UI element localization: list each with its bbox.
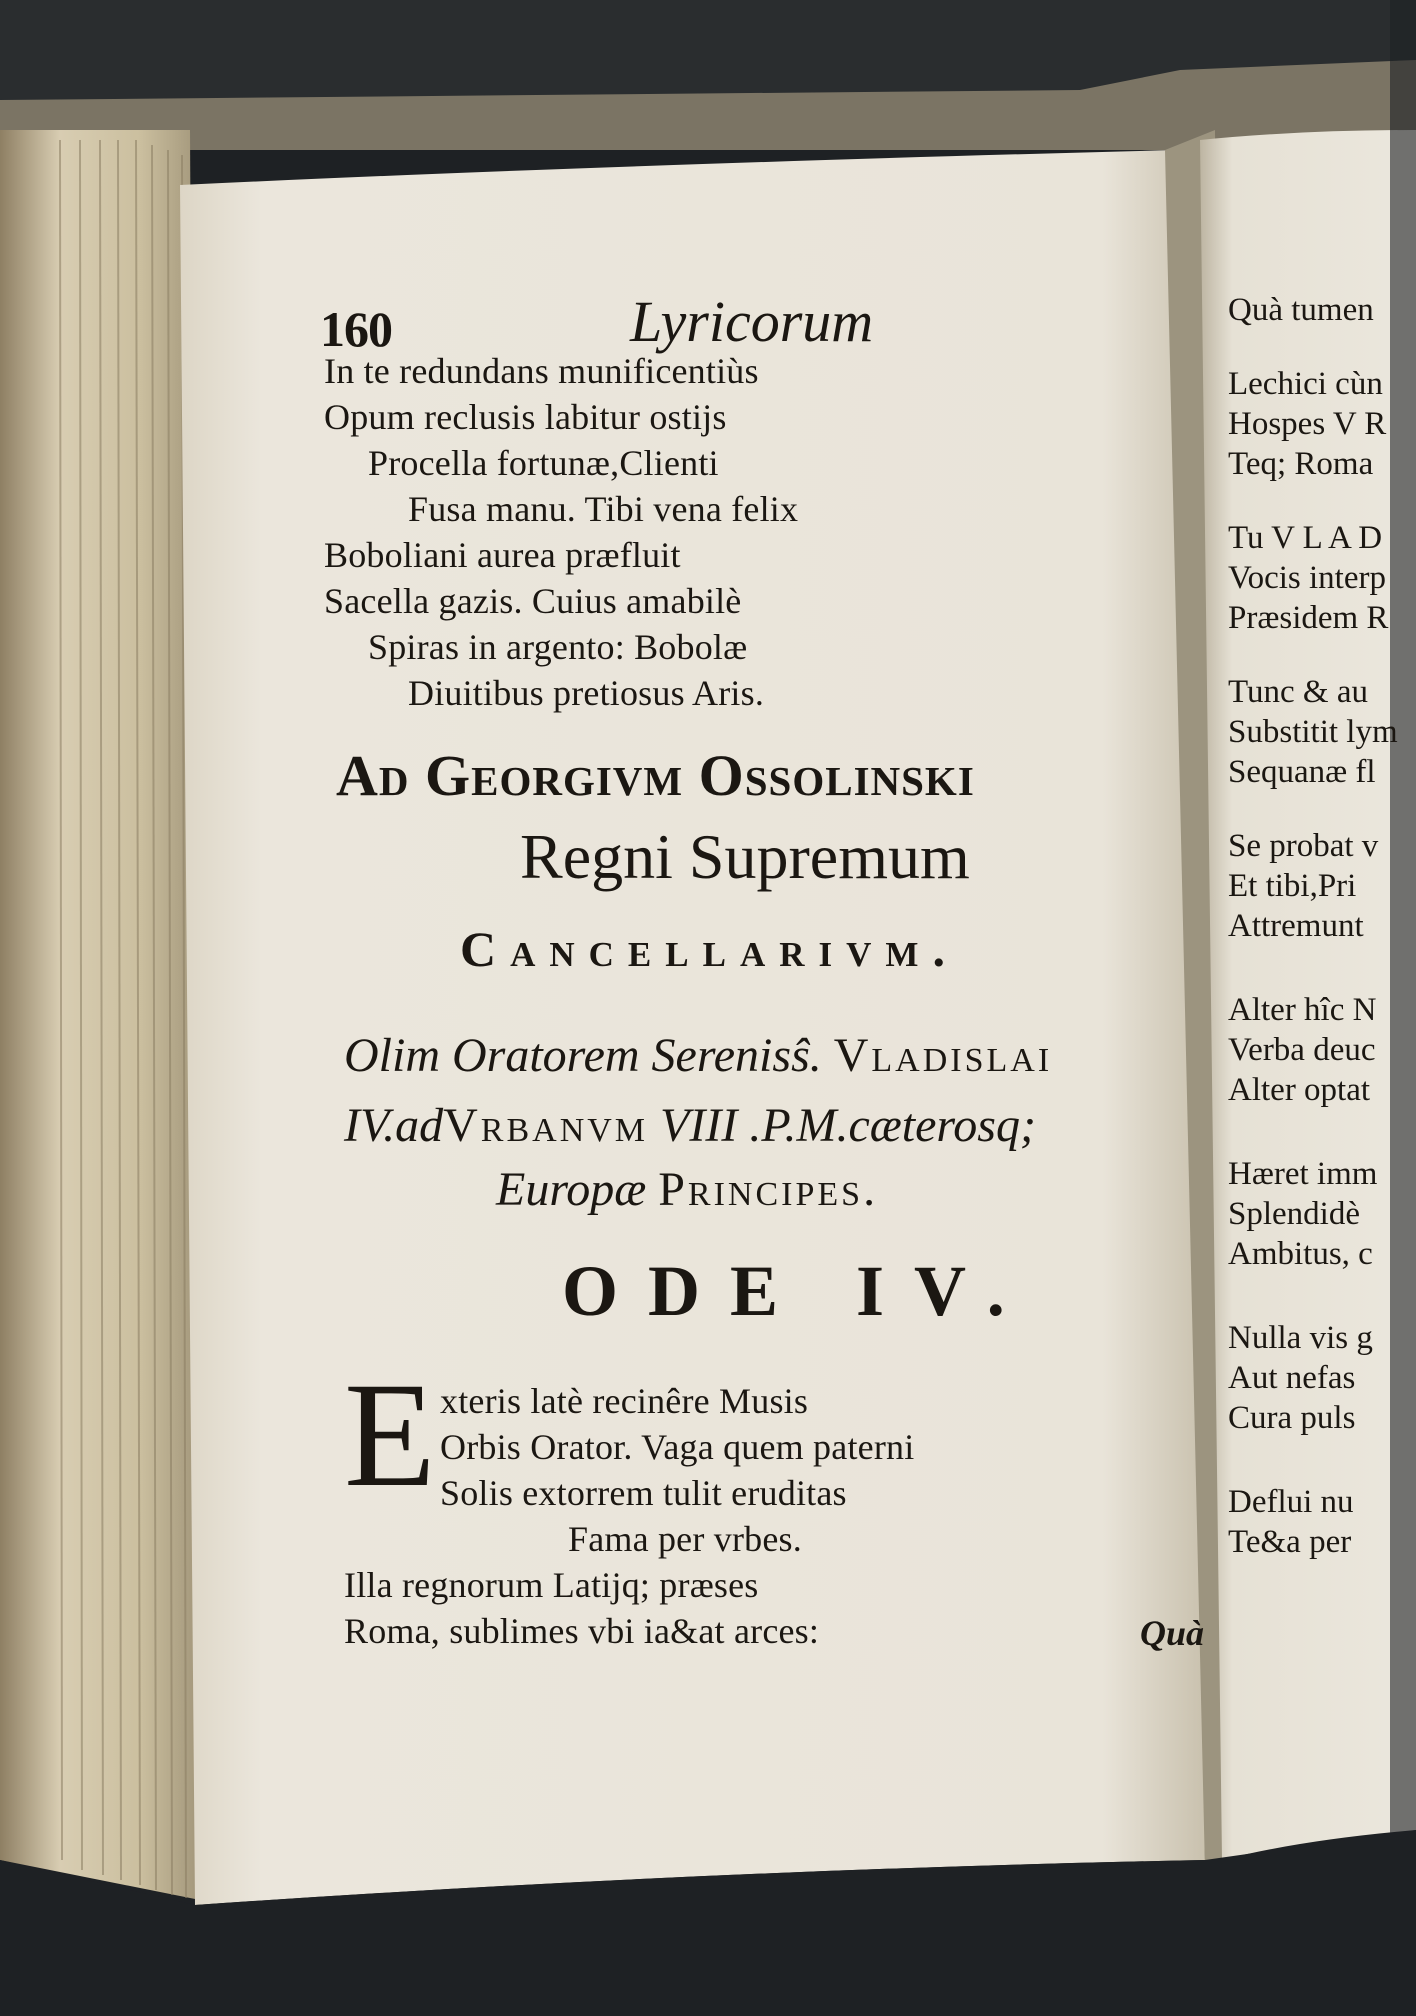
- right-line: Deflui nu: [1228, 1484, 1354, 1520]
- dedication-line-1: Ad Georgivm Ossolinski: [336, 743, 975, 808]
- verse-line: In te redundans munificentiùs: [324, 351, 759, 391]
- right-line: Nulla vis g: [1228, 1320, 1373, 1356]
- dedication-subline-3: [496, 1162, 878, 1217]
- dedication-line-3: Cancellarivm.: [460, 921, 959, 977]
- dedication-subline-1: [344, 1028, 1052, 1083]
- ode-line: Roma, sublimes vbi ia&at arces:: [344, 1611, 820, 1651]
- ode-line: Illa regnorum Latijq; præses: [344, 1565, 759, 1605]
- page-number: 160: [320, 301, 392, 357]
- right-line: Et tibi,Pri: [1228, 868, 1357, 904]
- right-line: Tunc & au: [1228, 674, 1368, 710]
- verse-line: Procella fortunæ,Clienti: [368, 443, 719, 483]
- right-line: Alter hîc N: [1228, 992, 1377, 1028]
- subline-italic: Europæ: [496, 1163, 647, 1216]
- catchword: Quà: [1140, 1613, 1205, 1653]
- right-line: Sequanæ fl: [1228, 754, 1376, 790]
- right-line: Lechici cùn: [1228, 366, 1383, 402]
- drop-cap: E: [344, 1352, 436, 1518]
- right-line: Ambitus, c: [1228, 1236, 1373, 1272]
- right-line: Verba deuc: [1228, 1032, 1376, 1068]
- right-page-text: [1220, 280, 1416, 1680]
- right-line: Aut nefas: [1228, 1360, 1356, 1396]
- left-page-text: [300, 280, 1205, 1680]
- right-line: Splendidè: [1228, 1196, 1360, 1232]
- right-line: Cura puls: [1228, 1400, 1356, 1436]
- subline-italic: VIII .P.M.cæterosq;: [660, 1099, 1036, 1152]
- verse-line: Spiras in argento: Bobolæ: [368, 627, 748, 667]
- running-title: Lyricorum: [630, 289, 874, 354]
- ode-line: xteris latè recinêre Musis: [440, 1381, 809, 1421]
- right-line: Tu V L A D: [1228, 520, 1383, 556]
- dedication-subline-2: [344, 1098, 1036, 1153]
- subline-caps: Vrbanvm: [443, 1099, 649, 1152]
- ode-line: Fama per vrbes.: [568, 1519, 802, 1559]
- verse-line: Diuitibus pretiosus Aris.: [408, 673, 765, 713]
- right-line: Alter optat: [1228, 1072, 1371, 1108]
- right-line: Te&a per: [1228, 1524, 1352, 1560]
- right-line: Præsidem R: [1228, 600, 1389, 636]
- verse-line: Sacella gazis. Cuius amabilè: [324, 581, 742, 621]
- right-line: Attremunt: [1228, 908, 1364, 944]
- verse-line: Opum reclusis labitur ostijs: [324, 397, 727, 437]
- ode-line: Orbis Orator. Vaga quem paterni: [440, 1427, 915, 1467]
- right-line: Se probat v: [1228, 828, 1379, 864]
- verse-line: Boboliani aurea præfluit: [324, 535, 681, 575]
- right-line: Hospes V R: [1228, 406, 1387, 442]
- subline-italic: IV.ad: [344, 1099, 444, 1152]
- right-line: Teq; Roma: [1228, 446, 1374, 482]
- dedication-line-2: Regni Supremum: [520, 821, 970, 892]
- ode-line: Solis extorrem tulit eruditas: [440, 1473, 847, 1513]
- ode-heading: ODE IV.: [562, 1251, 1035, 1331]
- right-line: Quà tumen: [1228, 292, 1374, 328]
- right-line: Vocis interp: [1228, 560, 1386, 596]
- subline-caps: Principes.: [658, 1163, 879, 1216]
- subline-caps: Vladislai: [833, 1029, 1053, 1082]
- right-line: Hæret imm: [1228, 1156, 1378, 1192]
- verse-line: Fusa manu. Tibi vena felix: [408, 489, 799, 529]
- right-line: Substitit lym: [1228, 714, 1398, 750]
- subline-italic: Olim Oratorem Serenisŝ.: [344, 1029, 822, 1082]
